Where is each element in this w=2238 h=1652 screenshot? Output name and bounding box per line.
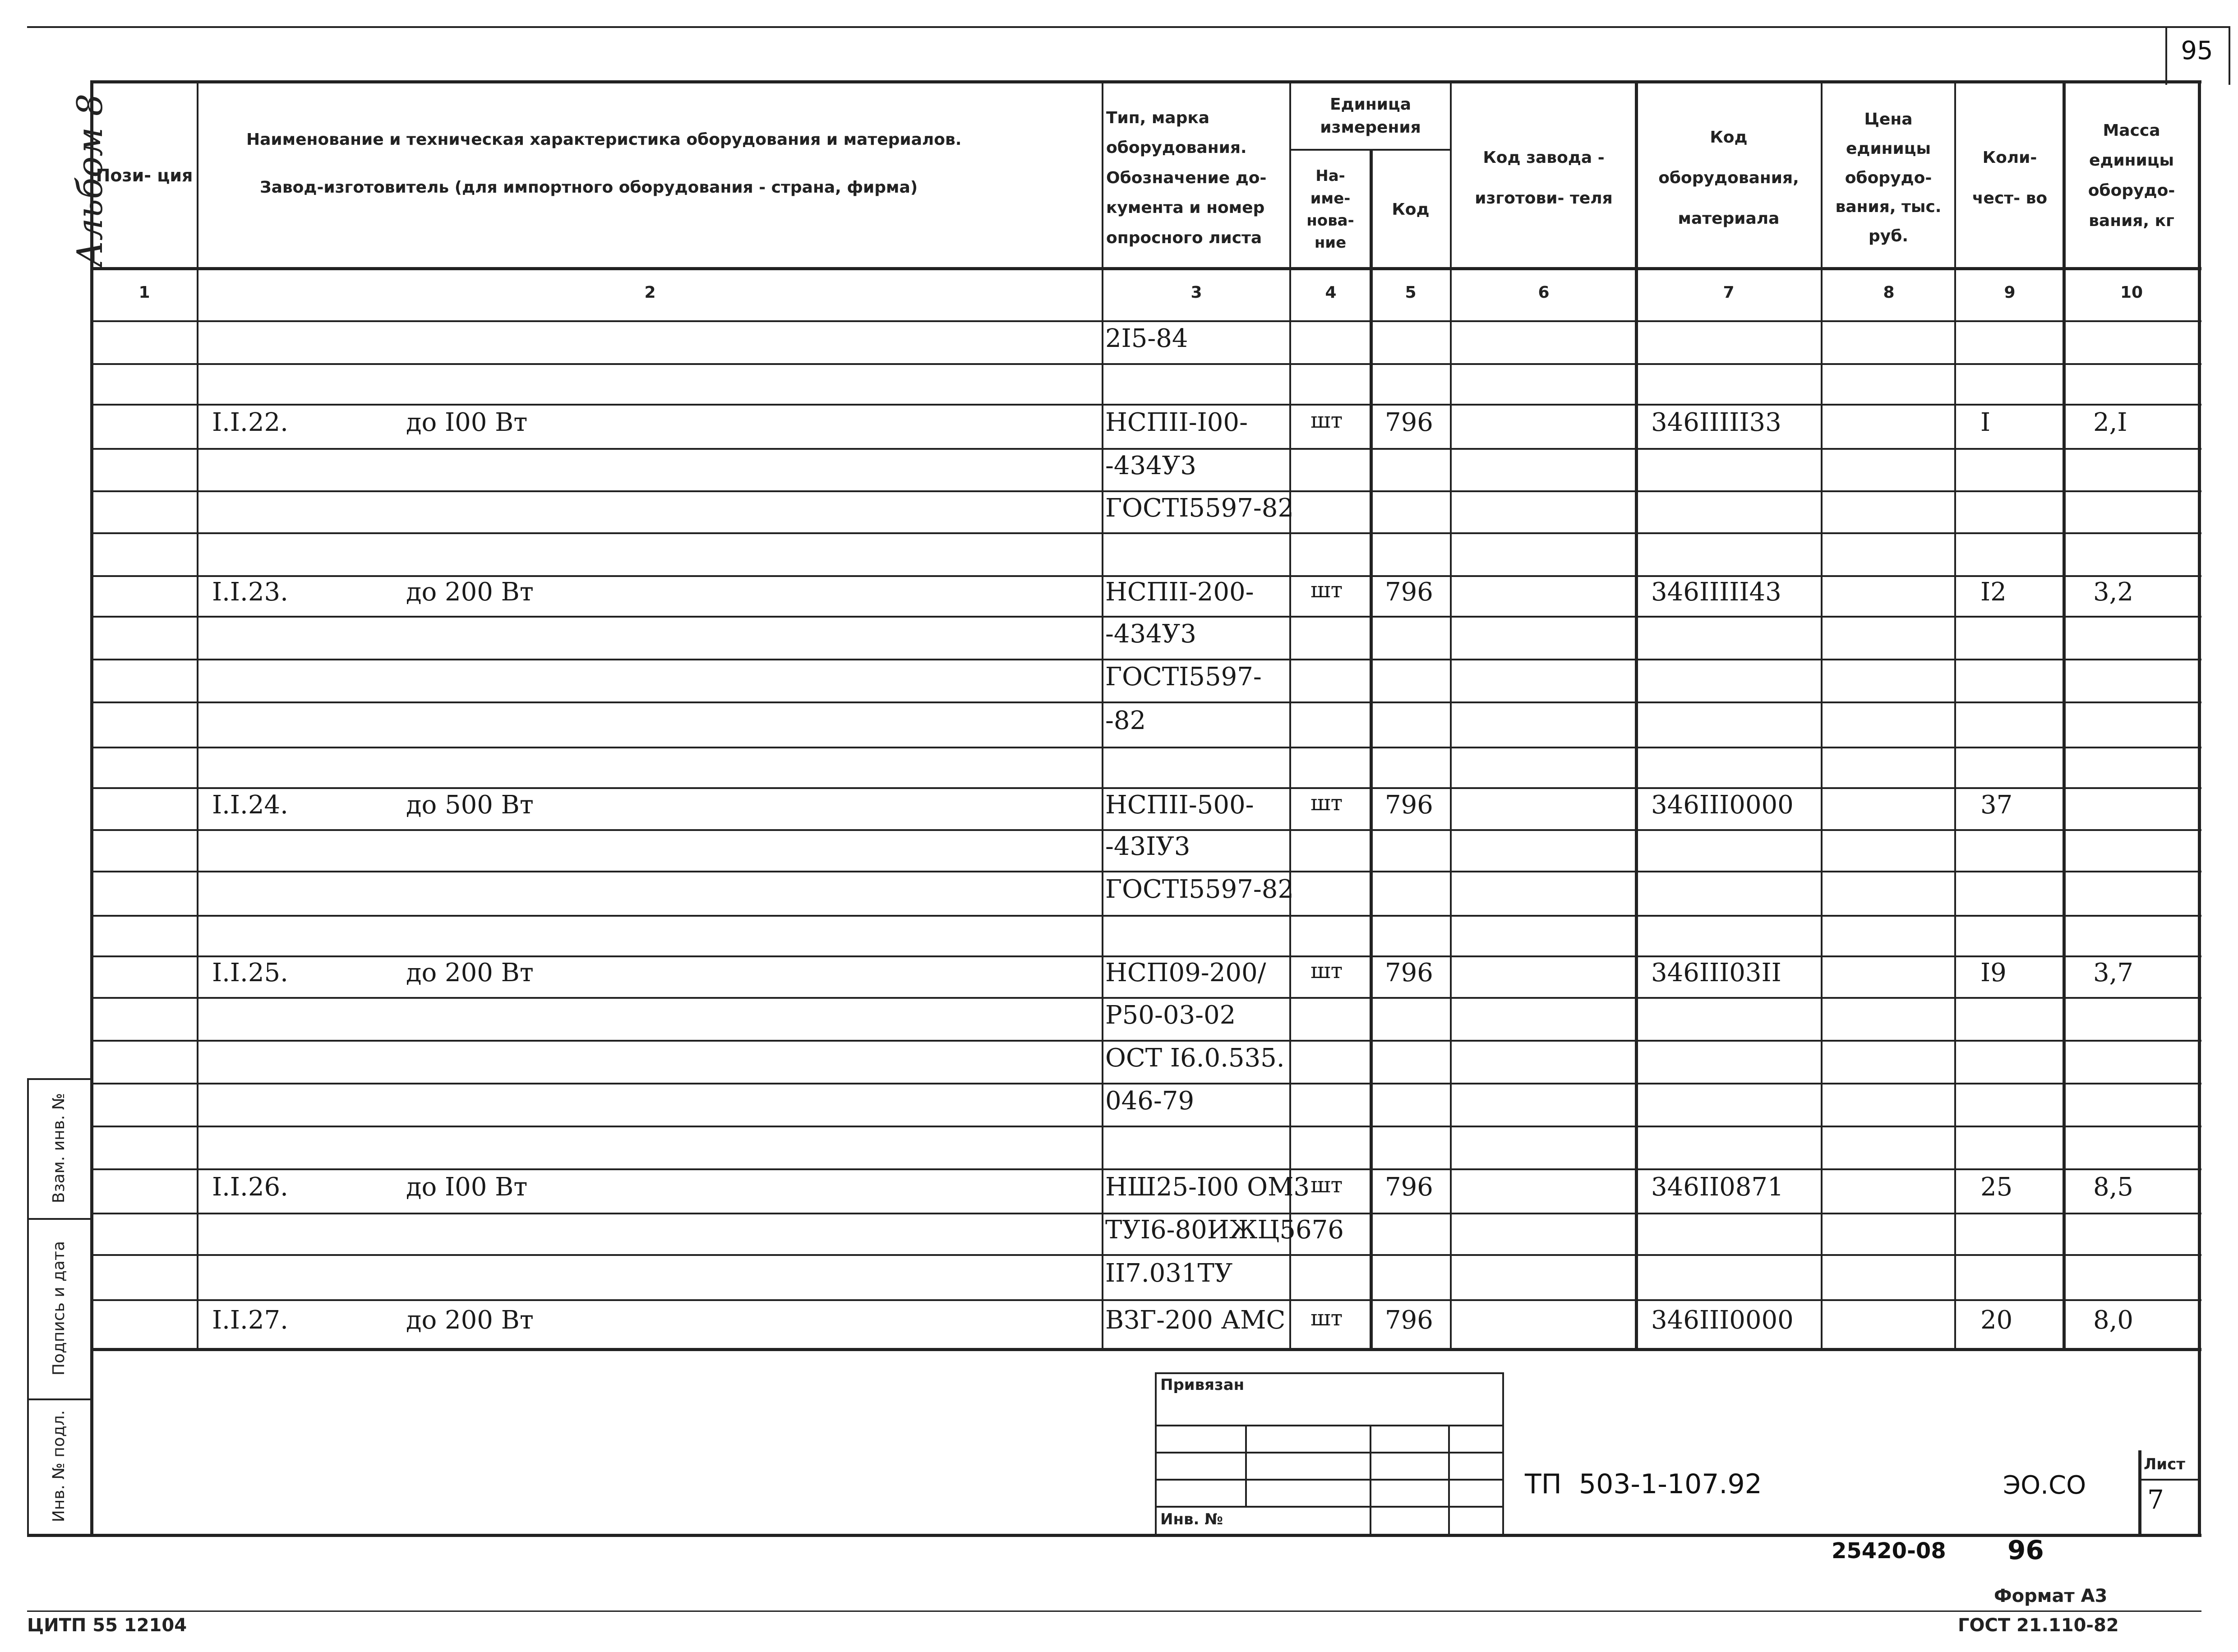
- cell-type: ОСТ I6.0.535.: [1105, 1043, 1285, 1073]
- cell-unit-name: шт: [1310, 1306, 1343, 1331]
- col-number-10: 10: [2120, 283, 2143, 302]
- cell-type: 046-79: [1105, 1086, 1195, 1116]
- cell-mass: 2,I: [2093, 408, 2127, 437]
- cell-quantity: I9: [1980, 958, 2007, 988]
- col-number-1: 1: [138, 283, 150, 302]
- cell-quantity: 37: [1980, 790, 2013, 820]
- col-number-6: 6: [1538, 283, 1550, 302]
- cell-quantity: I2: [1980, 577, 2007, 607]
- cell-type: -43IУ3: [1105, 832, 1191, 861]
- cell-quantity: 25: [1980, 1172, 2013, 1202]
- cell-unit-code: 796: [1385, 958, 1433, 988]
- header-unit-group: Единица измерения: [1320, 95, 1421, 137]
- cell-equipment-code: 346III0000: [1651, 1306, 1794, 1335]
- cell-unit-code: 796: [1385, 408, 1433, 437]
- header-name-line1: Наименование и техническая характеристика оборудования и материалов.: [246, 130, 962, 149]
- col-number-5: 5: [1405, 283, 1417, 302]
- cell-position: I.I.23.: [212, 577, 288, 607]
- header-position: Пози- ция: [96, 166, 193, 186]
- cell-equipment-code: 346III0000: [1651, 790, 1794, 820]
- footer-page-number: 96: [2007, 1535, 2044, 1565]
- header-mass: Масса единицы оборудо- вания, кг: [2088, 121, 2175, 230]
- side-label-vzam: Взам. инв. №: [49, 1093, 68, 1204]
- cell-unit-name: шт: [1310, 1172, 1343, 1198]
- cell-type: II7.031ТУ: [1105, 1259, 1233, 1288]
- col-number-2: 2: [644, 283, 656, 302]
- cell-mass: 8,0: [2093, 1306, 2134, 1335]
- cell-type: НСПII-I00-: [1105, 408, 1248, 437]
- cell-unit-code: 796: [1385, 790, 1433, 820]
- cell-equipment-code: 346II0871: [1651, 1172, 1784, 1202]
- cell-unit-code: 796: [1385, 1172, 1433, 1202]
- header-name-line2: Завод-изготовитель (для импортного оборудования - страна, фирма): [260, 178, 918, 197]
- stamp-list-value: 7: [2147, 1484, 2164, 1515]
- cell-type: ГОСТI5597-82: [1105, 493, 1294, 523]
- col-number-4: 4: [1325, 283, 1337, 302]
- cell-position: I.I.27.: [212, 1306, 288, 1335]
- stamp-list-label: Лист: [2144, 1455, 2185, 1473]
- cell-position: I.I.25.: [212, 958, 288, 988]
- header-unit-code: Код: [1392, 200, 1430, 219]
- cell-mass: 3,7: [2093, 958, 2134, 988]
- cell-equipment-code: 346IIIII43: [1651, 577, 1781, 607]
- cell-name: до I00 Вт: [406, 408, 528, 437]
- footer-left-code: ЦИТП 55 12104: [27, 1615, 187, 1636]
- cell-type: -82: [1105, 706, 1146, 735]
- cell-unit-name: шт: [1310, 577, 1343, 603]
- col-number-8: 8: [1883, 283, 1895, 302]
- stamp-privyazan: Привязан: [1160, 1376, 1245, 1394]
- cell-type: НСПII-200-: [1105, 577, 1254, 607]
- cell-type: -434У3: [1105, 619, 1196, 649]
- cell-equipment-code: 346IIIII33: [1651, 408, 1781, 437]
- cell-quantity: 20: [1980, 1306, 2013, 1335]
- cell-name: до 200 Вт: [406, 958, 534, 988]
- cell-position: I.I.24.: [212, 790, 288, 820]
- side-label-podpis: Подпись и дата: [49, 1241, 68, 1376]
- stamp-section: ЭО.СО: [2003, 1471, 2086, 1500]
- cell-unit-name: шт: [1310, 790, 1343, 816]
- cell-name: до 200 Вт: [406, 1306, 534, 1335]
- cell-type: ГОСТI5597-: [1105, 662, 1262, 692]
- header-quantity: Коли- чест- во: [1972, 148, 2048, 208]
- cell-type: НШ25-I00 ОМ3: [1105, 1172, 1310, 1202]
- cell-position: I.I.22.: [212, 408, 288, 437]
- cell-type: -434У3: [1105, 451, 1196, 480]
- cell-quantity: I: [1980, 408, 1991, 437]
- footer-format: Формат А3: [1994, 1586, 2108, 1606]
- cell-mass: 3,2: [2093, 577, 2134, 607]
- col-number-9: 9: [2004, 283, 2016, 302]
- album-label: Альбом 8: [70, 93, 111, 268]
- footer-doc-number: 25420-08: [1832, 1538, 1946, 1564]
- header-type: Тип, марка оборудования. Обозначение до- кумента и номер опросного листа: [1106, 108, 1267, 247]
- cell-type: НСП09-200/: [1105, 958, 1266, 988]
- cell-name: до 500 Вт: [406, 790, 534, 820]
- cell-name: до 200 Вт: [406, 577, 534, 607]
- stamp-inv-no: Инв. №: [1160, 1510, 1223, 1528]
- cell-type: ВЗГ-200 АМС: [1105, 1306, 1286, 1335]
- col-number-7: 7: [1723, 283, 1735, 302]
- top-page-number: 95: [2181, 36, 2213, 65]
- cell-unit-code: 796: [1385, 577, 1433, 607]
- side-label-inv-podl: Инв. № подл.: [49, 1410, 68, 1523]
- cell-unit-code: 796: [1385, 1306, 1433, 1335]
- cell-unit-name: шт: [1310, 408, 1343, 433]
- footer-gost: ГОСТ 21.110-82: [1958, 1615, 2119, 1636]
- header-unit-name: На- име- нова- ние: [1306, 167, 1354, 252]
- col-number-3: 3: [1191, 283, 1202, 302]
- header-equipment-code: Код оборудования, материала: [1658, 128, 1799, 228]
- cell-mass: 8,5: [2093, 1172, 2134, 1202]
- cell-equipment-code: 346III03II: [1651, 958, 1781, 988]
- cell-type: Р50-03-02: [1105, 1000, 1236, 1030]
- cell-type: НСПII-500-: [1105, 790, 1254, 820]
- header-factory-code: Код завода - изготови- теля: [1475, 148, 1613, 208]
- cell-type: ГОСТI5597-82: [1105, 875, 1294, 904]
- cell-type: 2I5-84: [1105, 323, 1188, 353]
- header-price: Цена единицы оборудо- вания, тыс. руб.: [1835, 110, 1942, 246]
- cell-position: I.I.26.: [212, 1172, 288, 1202]
- cell-unit-name: шт: [1310, 958, 1343, 983]
- cell-name: до I00 Вт: [406, 1172, 528, 1202]
- cell-type: ТУI6-80ИЖЦ5676: [1105, 1215, 1344, 1245]
- stamp-doc-code: ТП 503-1-107.92: [1525, 1468, 1762, 1500]
